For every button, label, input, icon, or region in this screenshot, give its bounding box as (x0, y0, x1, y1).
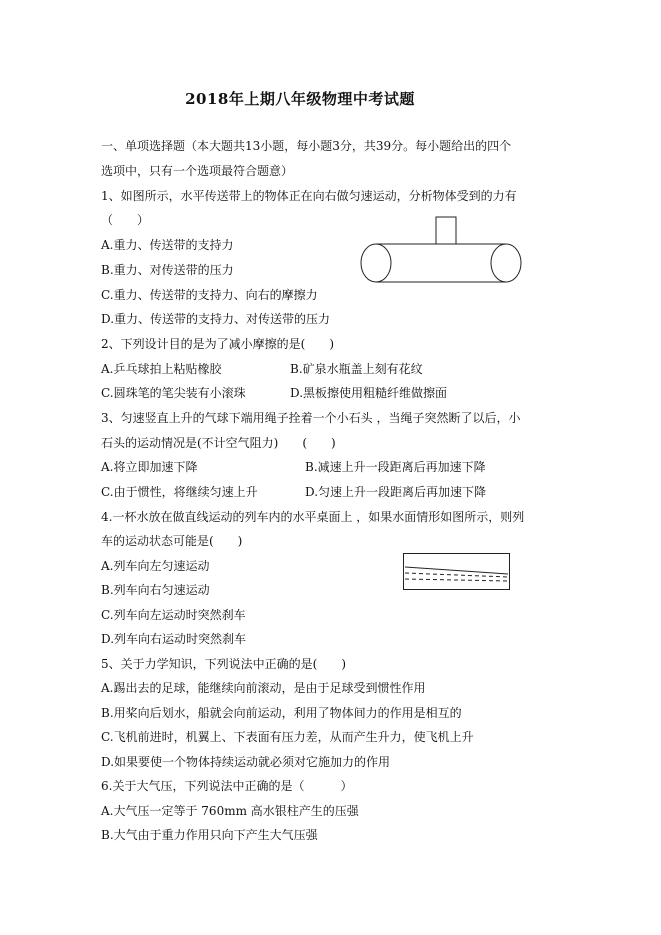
q6-option-a: A.大气压一定等于 760mm 高水银柱产生的压强 (101, 804, 359, 818)
water-surface-figure (403, 553, 511, 591)
q4-stem-line1: 4.一杯水放在做直线运动的列车内的水平桌面上 ，如果水面情形如图所示，则列 (101, 510, 525, 524)
q4-option-a: A.列车向左匀速运动 (101, 559, 210, 573)
page-title: 2018年上期八年级物理中考试题 (185, 90, 415, 108)
q6-stem: 6.关于大气压，下列说法中正确的是（ ） (101, 779, 353, 793)
cup-outline (404, 554, 510, 590)
section-header-line1: 一、单项选择题（本大题共13小题，每小题3分，共39分。每小题给出的四个 (101, 139, 512, 153)
q3-stem-line2: 石头的运动情况是(不计空气阻力) ( ) (101, 436, 336, 450)
q1-option-a: A.重力、传送带的支持力 (101, 238, 234, 252)
section-header-line2: 选项中，只有一个选项最符合题意） (101, 164, 294, 178)
object-block (436, 217, 456, 244)
q1-option-d: D.重力、传送带的支持力、对传送带的压力 (101, 312, 331, 326)
q5-option-b: B.用桨向后划水，船就会向前运动，利用了物体间力的作用是相互的 (101, 706, 462, 720)
q2-option-a: A.乒乓球拍上粘贴橡胶 (101, 362, 222, 376)
q3-option-c: C.由于惯性，将继续匀速上升 (101, 485, 258, 499)
q2-stem: 2、下列设计目的是为了减小摩擦的是( ) (101, 337, 334, 351)
q5-option-a: A.踢出去的足球，能继续向前滚动，是由于足球受到惯性作用 (101, 681, 426, 695)
right-roller (491, 244, 521, 282)
left-roller (361, 244, 391, 282)
q3-option-b: B.减速上升一段距离后再加速下降 (305, 460, 486, 474)
q1-option-c: C.重力、传送带的支持力、向右的摩擦力 (101, 288, 318, 302)
q1-stem-line2: （ ） (101, 213, 150, 227)
q4-option-d: D.列车向右运动时突然刹车 (101, 632, 247, 646)
q3-option-d: D.匀速上升一段距离后再加速下降 (305, 485, 487, 499)
q4-option-c: C.列车向左运动时突然刹车 (101, 608, 246, 622)
q1-option-b: B.重力、对传送带的压力 (101, 263, 234, 277)
q1-stem-line1: 1、如图所示，水平传送带上的物体正在向右做匀速运动，分析物体受到的力有 (101, 189, 517, 203)
q5-stem: 5、关于力学知识，下列说法中正确的是( ) (101, 657, 346, 671)
q2-option-c: C.圆珠笔的笔尖装有小滚珠 (101, 386, 246, 400)
conveyor-belt-figure (358, 216, 524, 286)
q6-option-b: B.大气由于重力作用只向下产生大气压强 (101, 828, 318, 842)
q4-stem-line2: 车的运动状态可能是( ) (101, 534, 243, 548)
q3-stem-line1: 3、匀速竖直上升的气球下端用绳子拴着一个小石头 ，当绳子突然断了以后，小 (101, 411, 521, 425)
q2-option-d: D.黑板擦使用粗糙纤维做擦面 (290, 386, 448, 400)
q3-option-a: A.将立即加速下降 (101, 460, 198, 474)
q4-option-b: B.列车向右匀速运动 (101, 583, 210, 597)
q5-option-c: C.飞机前进时，机翼上、下表面有压力差，从而产生升力，使飞机上升 (101, 730, 474, 744)
q5-option-d: D.如果要使一个物体持续运动就必须对它施加力的作用 (101, 755, 391, 769)
q2-option-b: B.矿泉水瓶盖上刻有花纹 (290, 362, 423, 376)
